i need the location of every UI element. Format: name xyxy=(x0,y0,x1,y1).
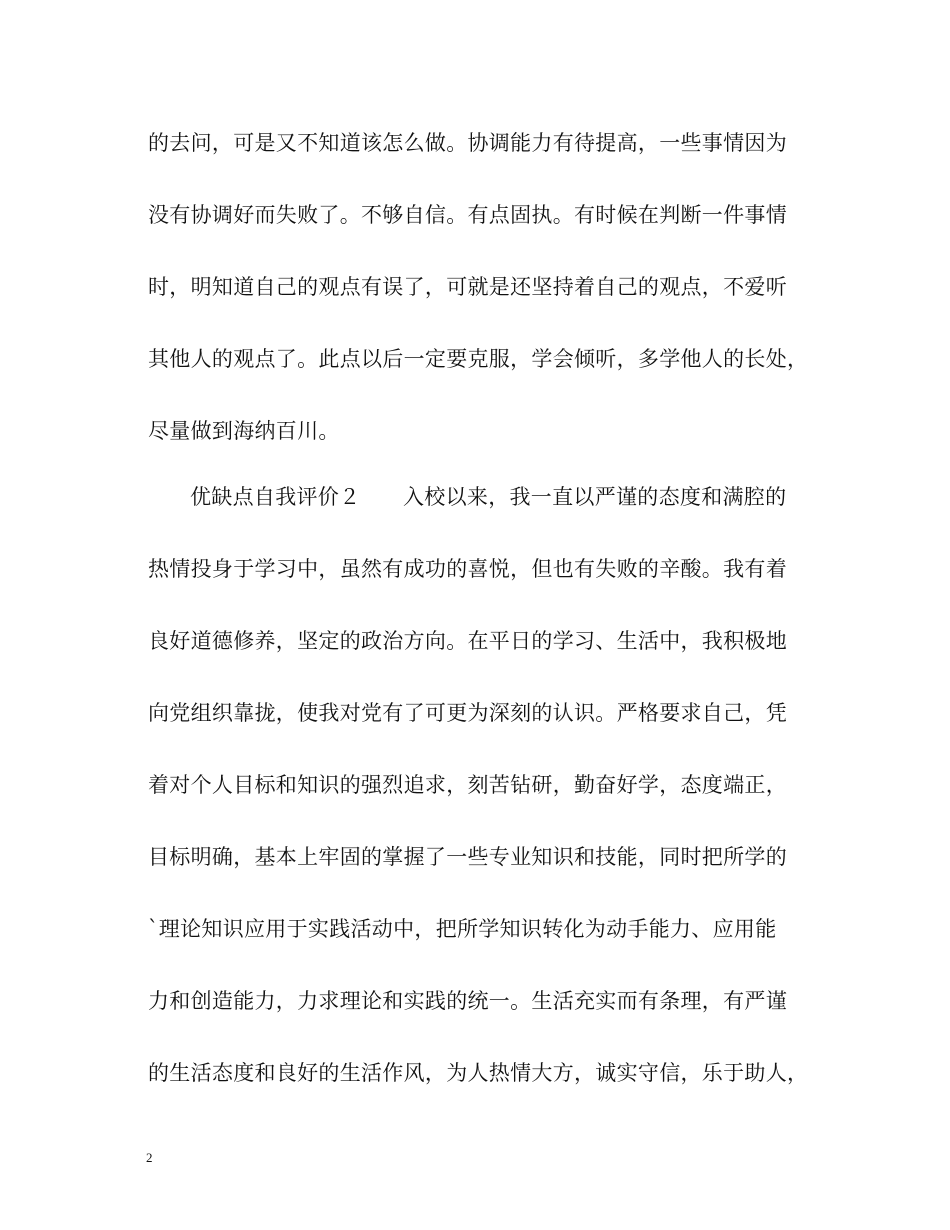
text-line-13: 力和创造能力，力求理论和实践的统一。生活充实而有条理，有严谨 xyxy=(148,989,787,1013)
text-line-5: 尽量做到海纳百川。 xyxy=(148,419,340,443)
text-line-14: 的生活态度和良好的生活作风，为人热情大方，诚实守信，乐于助人， xyxy=(148,1061,809,1085)
page-number: 2 xyxy=(146,1150,153,1165)
text-line-8: 良好道德修养，坚定的政治方向。在平日的学习、生活中，我积极地 xyxy=(148,629,787,653)
text-line-9: 向党组织靠拢，使我对党有了可更为深刻的认识。严格要求自己，凭 xyxy=(148,701,787,725)
text-line-12: `理论知识应用于实践活动中，把所学知识转化为动手能力、应用能 xyxy=(148,917,777,941)
text-line-11: 目标明确，基本上牢固的掌握了一些专业知识和技能，同时把所学的 xyxy=(148,845,787,869)
text-line-10: 着对个人目标和知识的强烈追求，刻苦钻研，勤奋好学，态度端正， xyxy=(148,773,787,797)
text-line-1: 的去问，可是又不知道该怎么做。协调能力有待提高，一些事情因为 xyxy=(148,131,787,155)
text-line-7: 热情投身于学习中，虽然有成功的喜悦，但也有失败的辛酸。我有着 xyxy=(148,557,787,581)
text-line-2: 没有协调好而失败了。不够自信。有点固执。有时候在判断一件事情 xyxy=(148,203,787,227)
section-heading-line: 优缺点自我评价２ 入校以来，我一直以严谨的态度和满腔的 xyxy=(190,485,787,509)
text-line-4: 其他人的观点了。此点以后一定要克服，学会倾听，多学他人的长处， xyxy=(148,347,809,371)
text-line-3: 时，明知道自己的观点有误了，可就是还坚持着自己的观点，不爱听 xyxy=(148,275,787,299)
